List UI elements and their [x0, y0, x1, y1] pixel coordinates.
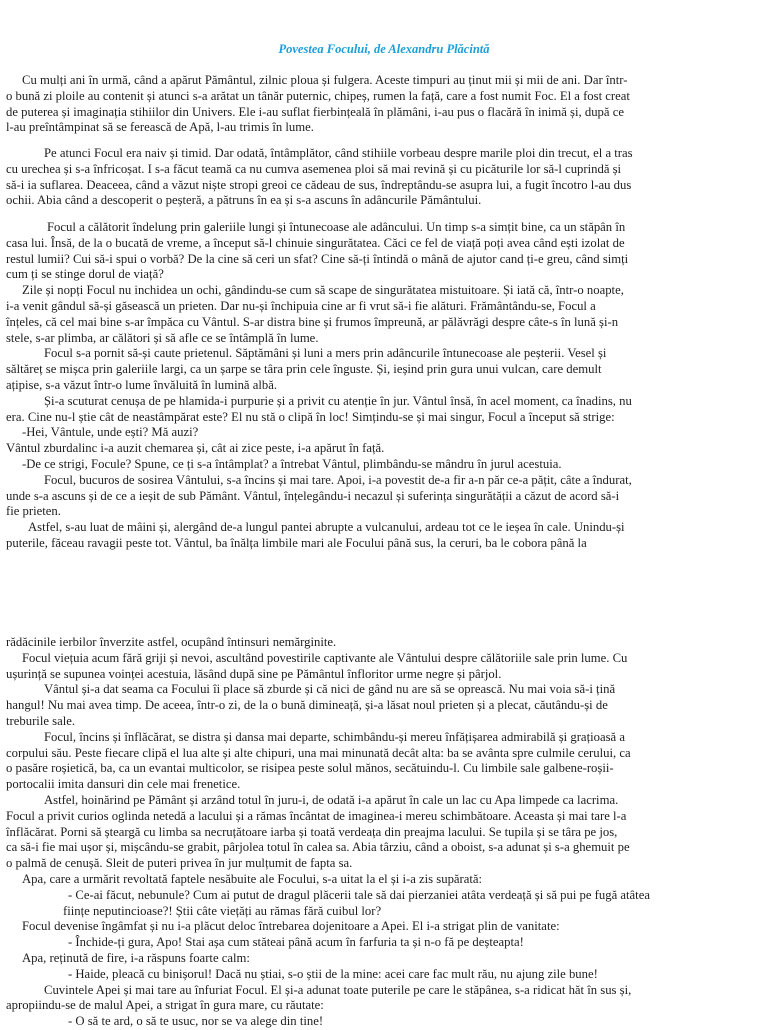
text-line: Astfel, s-au luat de mâini și, alergând de-a lungul pantei abrupte a vulcanului, ardeau tot ce le ieșea în cale. Unindu-și: [28, 520, 625, 535]
text-line: de puterea și imaginația stihiilor din Univers. Ele i-au suflat fierbințeală în plămâni, i-au pus o flacără în inimă și, după ce: [6, 104, 624, 119]
text-line: l-au preîntâmpinat să se ferească de Apă, l-au trimis în lume.: [6, 120, 314, 135]
text-line: Focul devenise îngâmfat și nu i-a plăcut deloc întrebarea dojenitoare a Apei. El i-a strigat plin de vanitate:: [22, 919, 560, 934]
text-line: - Ce-ai făcut, nebunule? Cum ai putut de dragul plăcerii tale să dai pierzaniei atâta verdeață și să pui pe fugă atâtea: [68, 887, 650, 902]
text-line: Focul, bucuros de sosirea Vântului, s-a încins și mai tare. Apoi, i-a povestit de-a fir a-n păr ce-a pățit, câte a îndurat,: [44, 472, 632, 487]
text-line: Focul, încins și înflăcărat, se distra și dansa mai departe, schimbându-și mereu înfățișarea admirabilă și grațioasă a: [44, 729, 625, 744]
document-title: Povestea Focului, de Alexandru Plăcintă: [278, 42, 490, 56]
text-line: apropiindu-se de malul Apei, a strigat în gura mare, cu răutate:: [6, 998, 324, 1013]
text-line: ființe neputincioase?! Știi câte viețăți au rămas fără cuibul lor?: [63, 903, 382, 918]
text-line: i-a venit gândul să-și găsească un prieten. Dar nu-și închipuia cine ar fi vrut să-i fie alături. Frământându-se, Focul a: [6, 298, 596, 313]
text-line: Focul viețuia acum fără griji și nevoi, ascultând povestirile captivante ale Vântului despre călătoriile sale prin lume. Cu: [22, 650, 628, 665]
text-line: o palmă de cenușă. Sleit de puteri privea în jur mulțumit de fapta sa.: [6, 856, 353, 871]
text-line: Apa, care a urmărit revoltată faptele nesăbuite ale Focului, s-a uitat la el și i-a zis supărată:: [22, 871, 483, 886]
text-line: cum ți se stinge dorul de viață?: [6, 267, 164, 282]
text-line: Pe atunci Focul era naiv și timid. Dar odată, întâmplător, când stihiile vorbeau despre marile ploi din trecut, el a tras: [44, 146, 633, 160]
text-line: portocalii imita dansuri din cele mai frenetice.: [6, 777, 241, 792]
text-line: Zile și nopți Focul nu inchidea un ochi, gândindu-se cum să scape de singurătatea mistuitoare. Și iată că, într-o noapte,: [22, 283, 624, 298]
text-line: să-i ia suflarea. Deaceea, când a văzut niște stropi greoi ce cădeau de sus, îndreptându-se asupra lui, a fugit încotro l-au dus: [6, 177, 632, 192]
text-line: hangul! Nu mai avea timp. De aceea, într-o zi, de la o bună dimineață, și-a lăsat noul prieten și a plecat, căutându-și de: [6, 698, 608, 713]
text-block: [0, 73, 768, 136]
text-line: rădăcinile ierbilor înverzite astfel, ocupând întinsuri nemărginite.: [6, 635, 337, 649]
text-line: săltăreț se mișca prin galeriile largi, ca un șarpe se târa prin cele înguste. Și, ieșind prin gura unui vulcan, care demult: [6, 362, 602, 377]
text-line: Vântul zburdalinc i-a auzit chemarea și, cât ai zice peste, i-a apărut în față.: [6, 441, 385, 456]
text-line: o pasăre roșietică, ba, ca un evantai multicolor, se risipea peste solul mănos, secătuindu-l. Cu limbile sale galbene-roșii-: [6, 761, 614, 776]
text-block: [0, 220, 768, 552]
text-line: puterile, făceau ravagii peste tot. Vântul, ba înălța limbile mari ale Focului până sus, la ceruri, ba le cobora până la: [6, 535, 587, 550]
text-line: Cu mulți ani în urmă, când a apărut Pământul, zilnic ploua și fulgera. Aceste timpuri au ținut mii și mii de ani. Dar într-: [22, 73, 628, 87]
text-line: restul lumii? Cui să-i spui o vorbă? De la cine să ceri un sfat? Cine să-ți întindă o mână de ajutor cand ți-e greu, când simți: [6, 251, 629, 266]
text-line: treburile sale.: [6, 713, 76, 728]
text-line: o bună zi ploile au contenit și atunci s-a arătat un tânăr puternic, chipeș, rumen la față, care a fost numit Foc. El a fost creat: [6, 88, 630, 103]
text-line: ochii. Abia când a descoperit o peșteră, a pătruns în ea și s-a ascuns în adâncurile Pământului.: [6, 193, 482, 208]
text-line: Focul s-a pornit să-și caute prietenul. Săptămâni și luni a mers prin adâncurile întunecoase ale peșterii. Vesel și: [44, 346, 607, 361]
text-line: unde s-a ascuns și de ce a ieșit de sub Pământ. Vântul, înțelegându-i necazul și suferința singurătății a căzut de acord să-i: [6, 488, 620, 503]
text-line: Vântul și-a dat seama ca Focului îi place să zburde și că nici de gând nu are să se oprească. Nu mai voia să-i țină: [44, 682, 616, 697]
text-line: înflăcărat. Porni să șteargă cu limba sa necruțătoare iarba și toată verdeața din preajma lacului. Se tupila și se târa pe jos,: [6, 824, 618, 839]
text-line: - O să te ard, o să te usuc, nor se va alege din tine!: [68, 1014, 324, 1029]
text-line: casa lui. Însă, de la o bucată de vreme, a început să-l chinuie singurătatea. Căci ce fel de viață poți avea când ești izolat de: [6, 235, 625, 250]
text-line: -Hei, Vântule, unde ești? Mă auzi?: [22, 425, 199, 440]
text-line: ca să-i fie mai ușor și, mișcându-se grabit, pârjolea totul în calea sa. Abia târziu, când a oboist, s-a adunat și s-a ghemuit pe: [6, 840, 630, 855]
text-line: - Haide, pleacă cu binișorul! Dacă nu știai, s-o știi de la mine: acei care fac mult rău, nu ajung zile bune!: [68, 966, 598, 981]
text-line: cu urechea și s-a înfricoșat. I s-a făcut teamă ca nu cumva asemenea ploi să mai revină și cu picăturile lor să-l cuprindă și: [6, 161, 622, 176]
text-line: stele, s-ar plimba, ar călători și să afle ce se întâmplă în lume.: [6, 330, 319, 345]
text-line: era. Cine nu-l știe cât de neastâmpărat este? El nu stă o clipă în loc! Simțindu-se și mai singur, Focul a început să strige:: [6, 409, 615, 424]
text-block: [0, 146, 768, 209]
text-line: Cuvintele Apei și mai tare au înfuriat Focul. El și-a adunat toate puterile pe care le stăpânea, s-a ridicat hăt în sus și,: [44, 982, 632, 997]
text-line: Astfel, hoinărind pe Pământ și arzând totul în juru-i, de odată i-a apărut în cale un lac cu Apa limpede ca lacrima.: [44, 792, 619, 807]
text-line: fie prieten.: [6, 504, 61, 519]
text-line: - Închide-ți gura, Apo! Stai așa cum stăteai până acum în farfuria ta și n-o fă pe deșteapta!: [68, 935, 524, 950]
text-line: Focul a călătorit îndelung prin galeriile lungi și întunecoase ale adâncului. Un timp s-a simțit bine, ca un stăpân în: [47, 220, 626, 234]
text-line: ușurință se supunea voinței acestuia, lăsând după sine pe Pământul înfloritor urme negre și pârjol.: [6, 666, 502, 681]
text-line: -De ce strigi, Focule? Spune, ce ți s-a întâmplat? a întrebat Vântul, plimbându-se mândru în jurul acestuia.: [22, 456, 562, 471]
text-line: Focul a privit curios oglinda netedă a lacului și a rămas încântat de imaginea-i mereu schimbătoare. Aceasta și mai tare l-a: [6, 808, 627, 823]
text-line: înțeles, că cel mai bine s-ar împăca cu Vântul. S-ar distra bine și frumos împreună, ar pălăvrăgi despre câte-s în lună și-n: [6, 314, 619, 329]
text-line: corpului său. Peste fiecare clipă el lua alte și alte chipuri, una mai minunată decât alta: ba se avânta spre culmile cerului, ca: [6, 745, 631, 760]
text-line: Apa, reținută de fire, i-a răspuns foarte calm:: [22, 950, 250, 965]
text-line: Și-a scuturat cenușa de pe hlamida-i purpurie și a privit cu atenție în jur. Vântul însă, în acel moment, ca înadins, nu: [44, 393, 632, 408]
text-line: ațipise, s-a văzut într-o lume învăluită în lumină albă.: [6, 377, 278, 392]
text-block: [0, 635, 768, 1030]
